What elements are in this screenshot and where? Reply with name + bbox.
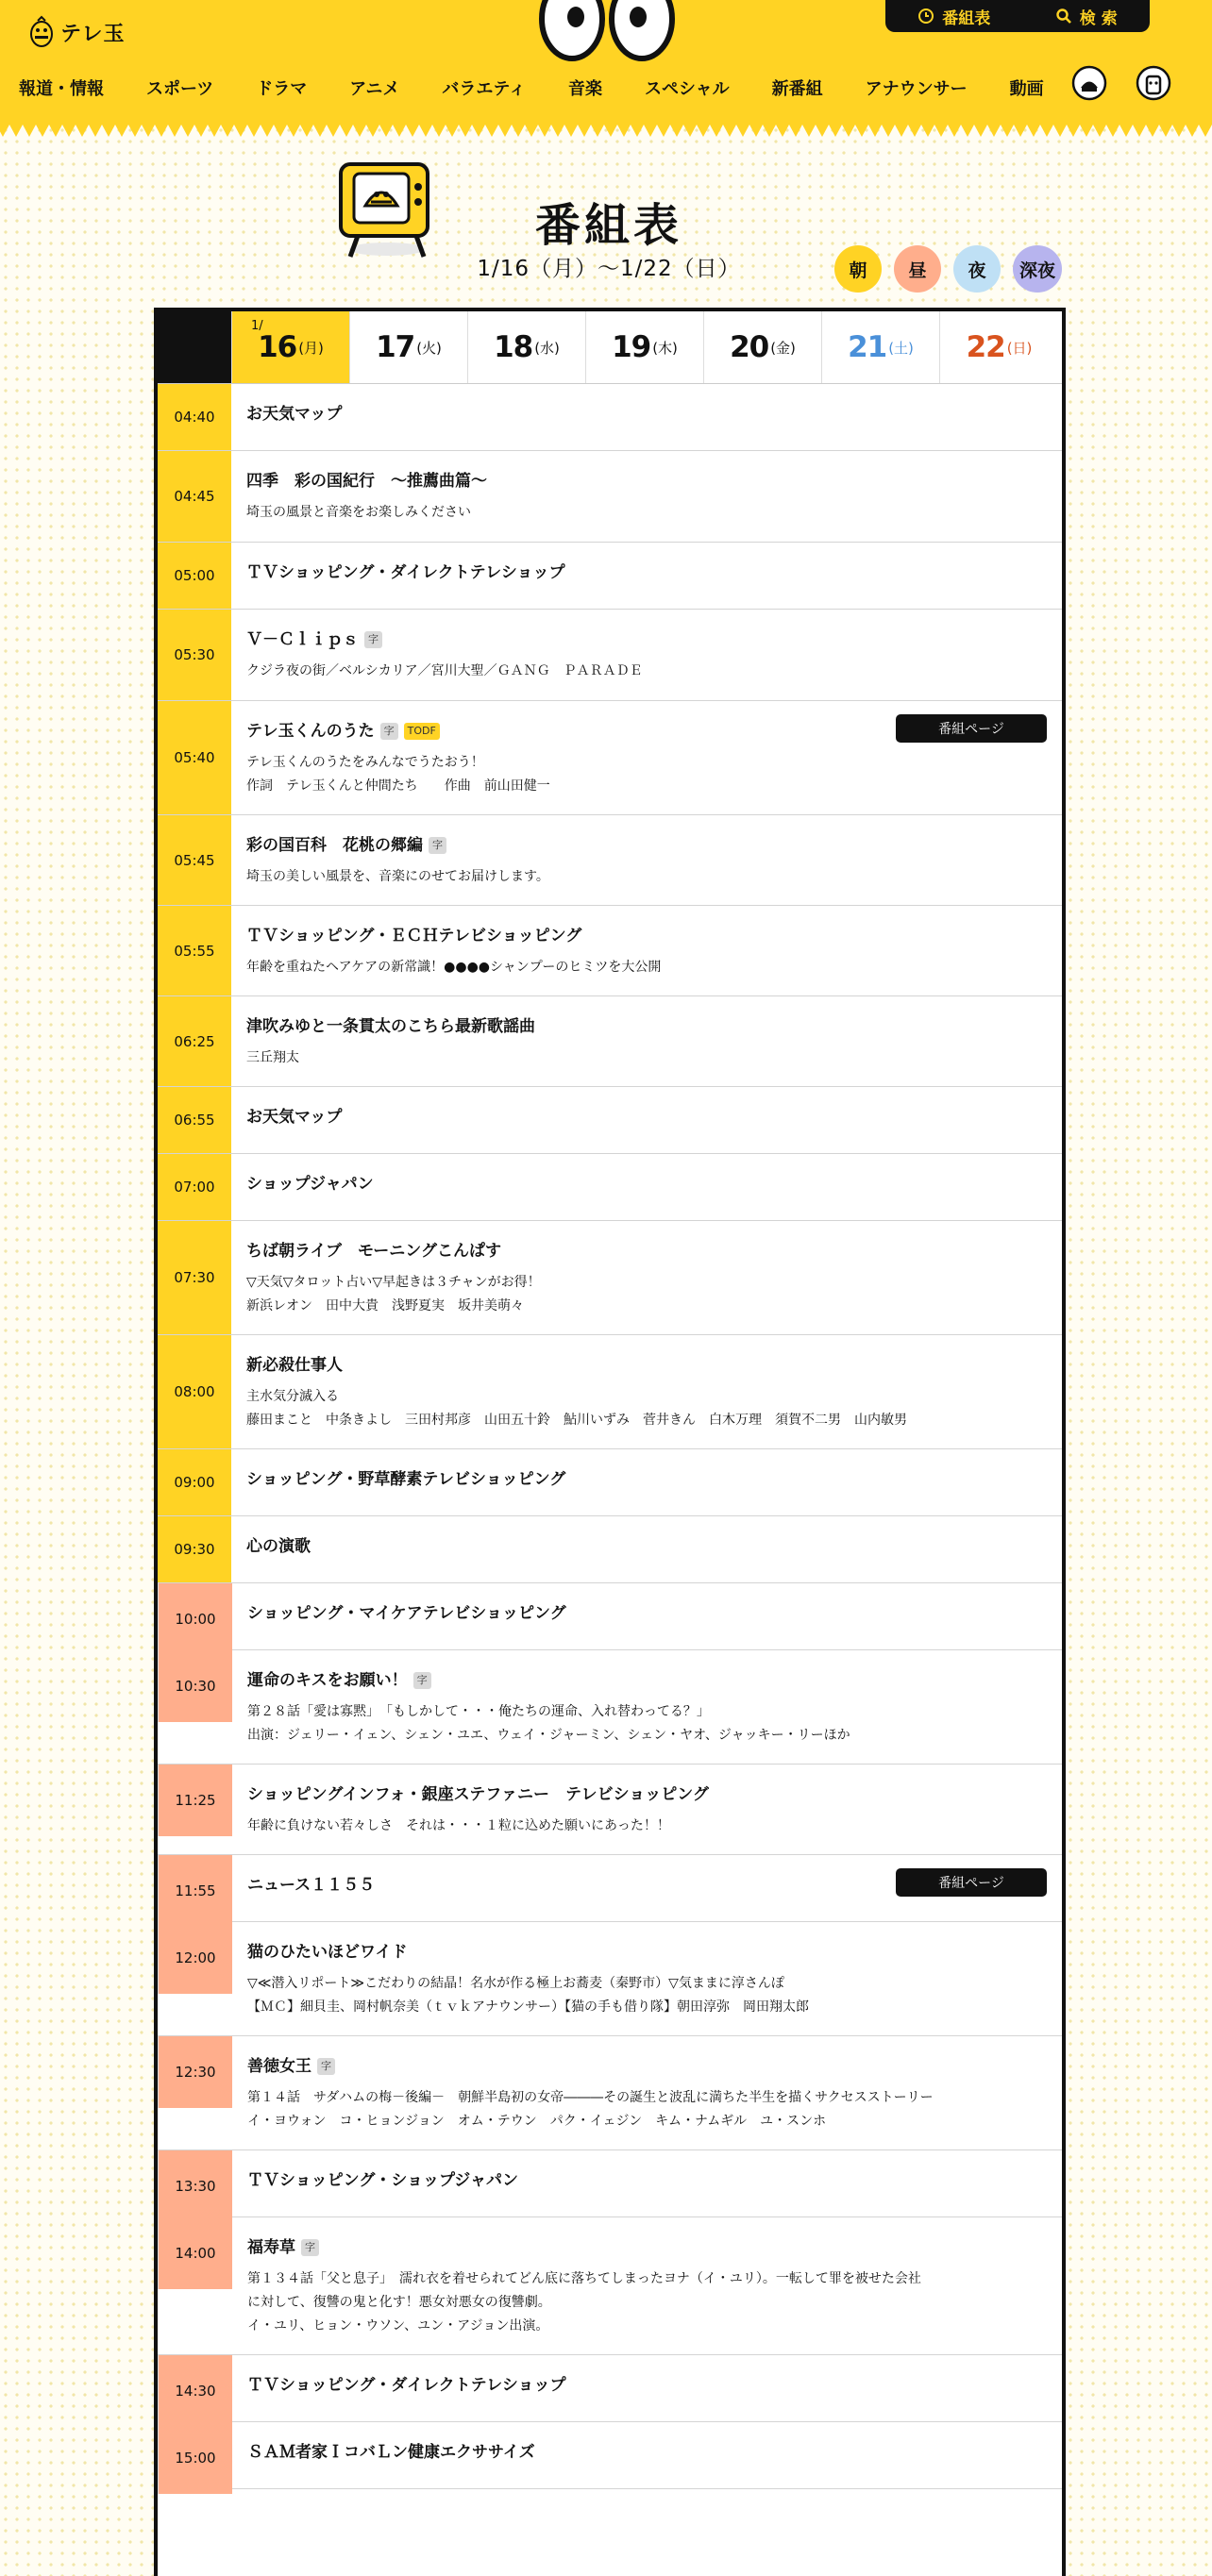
program-title[interactable]: ＳＡＭ者家ＩコバＬン健康エクササイズ: [247, 2443, 535, 2462]
program-row: [158, 701, 1062, 815]
program-description: [246, 751, 1047, 798]
description-line: 新浜レオン 田中大貴 浅野夏実 坂井美萌々: [246, 1298, 524, 1313]
program-title-line: [246, 1469, 1047, 1490]
program-description: [247, 2086, 1047, 2133]
nav-item-new-programs[interactable]: 新番組: [771, 79, 823, 99]
daytime-button[interactable]: 昼: [894, 245, 941, 293]
program-time: 12:30: [158, 2036, 232, 2108]
program-title-line: [246, 1536, 1047, 1557]
program-row: [158, 1922, 1062, 2036]
day-month: 1/: [251, 319, 263, 333]
caption-badge: 字: [413, 1672, 431, 1689]
program-title[interactable]: お天気マップ: [246, 405, 343, 424]
description-line: 作詞 テレ玉くんと仲間たち 作曲 前山田健一: [246, 778, 550, 794]
nav-item-variety[interactable]: バラエティ: [442, 79, 526, 99]
program-description: [246, 660, 1047, 683]
program-cell[interactable]: [232, 1765, 1062, 1854]
tv-mascot-icon: [335, 159, 439, 262]
description-line: ▽≪潜入リポート≫こだわりの結晶！名水が作る極上お蕎麦（秦野市）▽気ままに淳さんぽ: [247, 1976, 784, 1991]
day-tab-20[interactable]: [703, 311, 821, 383]
utility-bar: [885, 0, 1150, 32]
program-cell[interactable]: [232, 2150, 1062, 2216]
program-title[interactable]: ニュース１１５５: [247, 1876, 376, 1895]
description-line: 三丘翔太: [246, 1050, 299, 1065]
program-time: 10:30: [158, 1650, 232, 1722]
program-description: [246, 1385, 1047, 1432]
program-title[interactable]: お天気マップ: [246, 1108, 343, 1127]
nav-item-announcers[interactable]: アナウンサー: [865, 79, 968, 99]
program-cell[interactable]: [231, 543, 1062, 609]
program-row: [158, 610, 1062, 701]
program-time: 06:55: [158, 1087, 231, 1153]
day-weekday: (火): [416, 339, 442, 357]
program-cell[interactable]: [232, 2217, 1062, 2354]
program-title[interactable]: 四季 彩の国紀行 ～推薦曲篇～: [246, 472, 487, 491]
todf-badge: TODF: [404, 723, 440, 740]
program-title[interactable]: Ｖ－Ｃｌｉｐｓ: [246, 630, 359, 649]
program-title-line: [247, 2170, 1047, 2191]
page-title: 番組表: [534, 199, 682, 252]
description-line: 年齢を重ねたヘアケアの新常識！●●●●シャンプーのヒミツを大公開: [246, 960, 662, 975]
program-row: [158, 2217, 1062, 2355]
date-range: 1/16（月）〜1/22（日）: [477, 257, 741, 281]
program-time: 05:40: [158, 701, 231, 814]
night-button[interactable]: 夜: [953, 245, 1001, 293]
program-title-line: [246, 1355, 1047, 1376]
day-number: 19: [612, 330, 651, 364]
program-row: [158, 1583, 1062, 1650]
nav-icon-links: [1070, 64, 1199, 102]
day-weekday: (木): [652, 339, 678, 357]
program-cell[interactable]: [231, 384, 1062, 450]
day-number: 20: [730, 330, 769, 364]
program-row: [158, 1154, 1062, 1221]
caption-badge: 字: [317, 2058, 335, 2075]
program-cell[interactable]: [232, 1855, 1062, 1921]
program-row: [158, 906, 1062, 996]
search-label: 検 索: [1079, 8, 1118, 28]
caption-badge: 字: [364, 631, 382, 648]
program-cell[interactable]: [232, 2422, 1062, 2488]
clock-icon: [917, 8, 934, 25]
program-description: [246, 1046, 1047, 1070]
program-time: 10:00: [158, 1583, 232, 1655]
program-cell[interactable]: [231, 701, 1062, 814]
day-weekday: (日): [1006, 339, 1033, 357]
search-link[interactable]: [1055, 5, 1118, 28]
program-time: 04:45: [158, 451, 231, 542]
program-time: 13:30: [158, 2150, 232, 2222]
program-title-line: [246, 1174, 1047, 1195]
nav-item-videos[interactable]: 動画: [1009, 79, 1044, 99]
program-row: [158, 2036, 1062, 2150]
program-title[interactable]: ショッピング・マイケアテレビショッピング: [247, 1604, 566, 1623]
program-row: [158, 2150, 1062, 2217]
program-row: [158, 1855, 1062, 1922]
description-line: 【ＭＣ】細貝圭、岡村帆奈美（ｔｖｋアナウンサー）【猫の手も借り隊】朝田淳弥 岡田翔太郎: [247, 1999, 809, 2015]
program-time: 15:00: [158, 2422, 232, 2494]
day-tab-18[interactable]: [467, 311, 585, 383]
program-row: [158, 384, 1062, 451]
nav-item-sports[interactable]: スポーツ: [146, 79, 214, 99]
program-time: 09:30: [158, 1516, 231, 1582]
program-row: [158, 1335, 1062, 1449]
program-cell[interactable]: [232, 1650, 1062, 1764]
description-line: に対して、復讐の鬼と化す！悪女対悪女の復讐劇。: [247, 2295, 551, 2310]
caption-badge: 字: [429, 837, 446, 854]
program-title-line: [246, 562, 1047, 583]
program-title-line: [246, 1241, 1047, 1262]
program-page-button[interactable]: 番組ページ: [896, 1868, 1047, 1897]
program-title[interactable]: テレ玉くんのうた: [246, 722, 375, 741]
program-time: 07:30: [158, 1221, 231, 1334]
program-row: [158, 1087, 1062, 1154]
program-cell[interactable]: [231, 451, 1062, 542]
program-time: 08:00: [158, 1335, 231, 1448]
late-night-button[interactable]: 深夜: [1013, 245, 1062, 293]
program-cell[interactable]: [231, 815, 1062, 905]
day-weekday: (金): [770, 339, 796, 357]
description-line: 第１４話 サダハムの梅－後編－ 朝鮮半島初の女帝―――その誕生と波乱に満ちた半生を描くサクセスストーリー: [247, 2090, 934, 2105]
day-number: 17: [376, 330, 415, 364]
schedule-link[interactable]: [917, 5, 990, 28]
day-number: 21: [848, 330, 887, 364]
program-row: [158, 815, 1062, 906]
program-description: [246, 1271, 1047, 1318]
program-title-line: [246, 404, 1047, 425]
program-time: 07:00: [158, 1154, 231, 1220]
program-title[interactable]: ＴＶショッピング・ダイレクトテレショップ: [247, 2376, 566, 2395]
program-time: 09:00: [158, 1449, 231, 1515]
program-title-line: [247, 2375, 1047, 2396]
program-row: [158, 1650, 1062, 1765]
program-title[interactable]: 津吹みゆと一条貫太のこちら最新歌謡曲: [246, 1017, 535, 1036]
program-title-line: [247, 1670, 1047, 1691]
program-cell[interactable]: [232, 1922, 1062, 2035]
program-row: [158, 2355, 1062, 2422]
program-time: 14:00: [158, 2217, 232, 2289]
description-line: 出演：ジェリー・イェン、シェン・ユエ、ウェイ・ジャーミン、シェン・ヤオ、ジャッキー・リーほか: [247, 1728, 850, 1743]
program-cell[interactable]: [232, 2036, 1062, 2149]
search-icon: [1055, 8, 1072, 25]
program-title-line: [247, 1784, 1047, 1805]
program-description: [246, 865, 1047, 889]
teletama-de-pan-icon[interactable]: [1135, 64, 1172, 102]
day-tab-17[interactable]: [349, 311, 467, 383]
program-cell[interactable]: [231, 996, 1062, 1086]
program-title-line: [246, 1016, 1047, 1037]
description-line: ▽天気▽タロット占い▽早起きは３チャンがお得！: [246, 1275, 541, 1290]
day-weekday: (月): [298, 339, 324, 357]
program-time: 12:00: [158, 1922, 232, 1994]
program-title[interactable]: ＴＶショッピング・ＥＣＨテレビショッピング: [246, 927, 582, 945]
day-tab-21[interactable]: [821, 311, 939, 383]
program-cell[interactable]: [231, 1335, 1062, 1448]
program-cell[interactable]: [231, 1449, 1062, 1515]
description-line: 藤田まこと 中条きよし 三田村邦彦 山田五十鈴 鮎川いずみ 菅井きん 白木万理 須賀不二男 山内敏男: [246, 1413, 907, 1428]
program-title[interactable]: 新必殺仕事人: [246, 1356, 343, 1375]
site-logo[interactable]: [28, 15, 126, 49]
nav-item-special[interactable]: スペシャル: [644, 79, 730, 99]
program-title-line: [246, 835, 1047, 856]
description-line: テレ玉くんのうたをみんなでうたおう！: [246, 755, 484, 770]
day-header-row: [158, 311, 1062, 384]
program-row: [158, 543, 1062, 610]
program-time: 05:45: [158, 815, 231, 905]
program-row: [158, 996, 1062, 1087]
mascot-eyes-icon: [536, 0, 678, 62]
mascot-logo-icon: [28, 15, 55, 49]
morning-button[interactable]: 朝: [834, 245, 882, 293]
program-time: 11:55: [158, 1855, 232, 1927]
program-row: [158, 2422, 1062, 2489]
program-title-line: [246, 926, 1047, 946]
description-line: 第１３４話「父と息子」 濡れ衣を着せられてどん底に落ちてしまったヨナ（イ・ユリ）。一転して罪を被せた会社: [247, 2271, 921, 2286]
program-title-line: [247, 2056, 1047, 2077]
program-title-line: [247, 1942, 1047, 1963]
program-title-line: [246, 629, 1047, 650]
program-title[interactable]: ちば朝ライブ モーニングこんぱす: [246, 1242, 501, 1261]
day-number: 22: [966, 330, 1005, 364]
program-title[interactable]: ＴＶショッピング・ダイレクトテレショップ: [246, 563, 565, 582]
logo-text: テレ玉: [60, 22, 126, 46]
program-row: [158, 1221, 1062, 1335]
description-line: イ・ユリ、ヒョン・ウソン、ユン・アジョン出演。: [247, 2318, 549, 2333]
description-line: 埼玉の美しい風景を、音楽にのせてお届けします。: [246, 869, 549, 884]
program-row: [158, 1765, 1062, 1855]
program-title[interactable]: 運命のキスをお願い！: [247, 1671, 408, 1690]
program-title[interactable]: 猫のひたいほどワイド: [247, 1943, 408, 1962]
program-row: [158, 1449, 1062, 1516]
program-title[interactable]: ショッピングインフォ・銀座ステファニー テレビショッピング: [247, 1785, 709, 1804]
program-title[interactable]: 彩の国百科 花桃の郷編: [246, 836, 423, 855]
program-cell[interactable]: [231, 1221, 1062, 1334]
day-weekday: (水): [534, 339, 560, 357]
schedule-table: [154, 308, 1066, 2576]
program-title-line: [246, 1107, 1047, 1128]
program-cell[interactable]: [232, 1583, 1062, 1649]
nav-item-music[interactable]: 音楽: [567, 79, 602, 99]
program-cell[interactable]: [231, 906, 1062, 995]
program-cell[interactable]: [232, 2355, 1062, 2421]
schedule-label: 番組表: [942, 8, 991, 28]
program-time: 11:25: [158, 1765, 232, 1836]
program-row: [158, 1516, 1062, 1583]
program-cell[interactable]: [231, 1087, 1062, 1153]
program-time: 04:40: [158, 384, 231, 450]
program-title[interactable]: 心の演歌: [246, 1537, 311, 1556]
program-time: 05:55: [158, 906, 231, 995]
description-line: 主水気分滅入る: [246, 1389, 339, 1404]
nav-item-drama[interactable]: ドラマ: [256, 79, 308, 99]
nav-item-anime[interactable]: アニメ: [349, 79, 400, 99]
caption-badge: 字: [301, 2239, 319, 2256]
site-header: [0, 0, 1212, 142]
program-title-line: [246, 471, 1047, 492]
day-tab-22[interactable]: [939, 311, 1058, 383]
description-line: 第２８話「愛は寡黙」 「もしかして・・・俺たちの運命、入れ替わってる？」: [247, 1704, 710, 1719]
program-title[interactable]: ショッピング・野草酵素テレビショッピング: [246, 1470, 566, 1489]
program-title[interactable]: ＴＶショッピング・ショップジャパン: [247, 2171, 518, 2190]
program-cell[interactable]: [231, 1154, 1062, 1220]
program-page-button[interactable]: 番組ページ: [896, 714, 1047, 743]
program-description: [247, 1972, 1047, 2019]
program-cell[interactable]: [231, 610, 1062, 700]
program-time: 14:30: [158, 2355, 232, 2427]
nav-item-news[interactable]: 報道・情報: [19, 79, 104, 99]
time-of-day-buttons: [834, 245, 1062, 293]
program-list: [158, 384, 1062, 2489]
day-weekday: (土): [888, 339, 914, 357]
day-number: 16: [258, 330, 297, 364]
day-number: 18: [494, 330, 533, 364]
program-title-line: [247, 2442, 1047, 2463]
description-line: 埼玉の風景と音楽をお楽しみください: [246, 505, 471, 520]
program-title-line: [247, 2237, 1047, 2258]
program-title-line: [247, 1603, 1047, 1624]
day-tab-16[interactable]: [231, 311, 349, 383]
header-corner: [158, 311, 231, 383]
program-description: [247, 2267, 1047, 2338]
program-description: [246, 956, 1047, 979]
description-line: 年齢に負けない若々しさ それは・・・１粒に込めた願いにあった！！: [247, 1818, 670, 1833]
program-time: 05:30: [158, 610, 231, 700]
description-line: クジラ夜の街／ベルシカリア／宮川大聖／ＧＡＮＧ ＰＡＲＡＤＥ: [246, 663, 643, 678]
main-nav: [19, 75, 1086, 100]
teletama-maru-icon[interactable]: [1070, 64, 1108, 102]
day-tab-19[interactable]: [585, 311, 703, 383]
program-title[interactable]: 福寿草: [247, 2238, 295, 2257]
description-line: イ・ヨウォン コ・ヒョンジョン オム・テウン パク・イェジン キム・ナムギル ユ・スンホ: [247, 2114, 827, 2129]
program-time: 06:25: [158, 996, 231, 1086]
program-time: 05:00: [158, 543, 231, 609]
caption-badge: 字: [380, 723, 398, 740]
program-row: [158, 451, 1062, 543]
program-description: [247, 1700, 1047, 1748]
program-title[interactable]: ショップジャパン: [246, 1175, 374, 1194]
program-description: [247, 1815, 1047, 1838]
program-title[interactable]: 善徳女王: [247, 2057, 311, 2076]
program-cell[interactable]: [231, 1516, 1062, 1582]
program-description: [246, 501, 1047, 525]
